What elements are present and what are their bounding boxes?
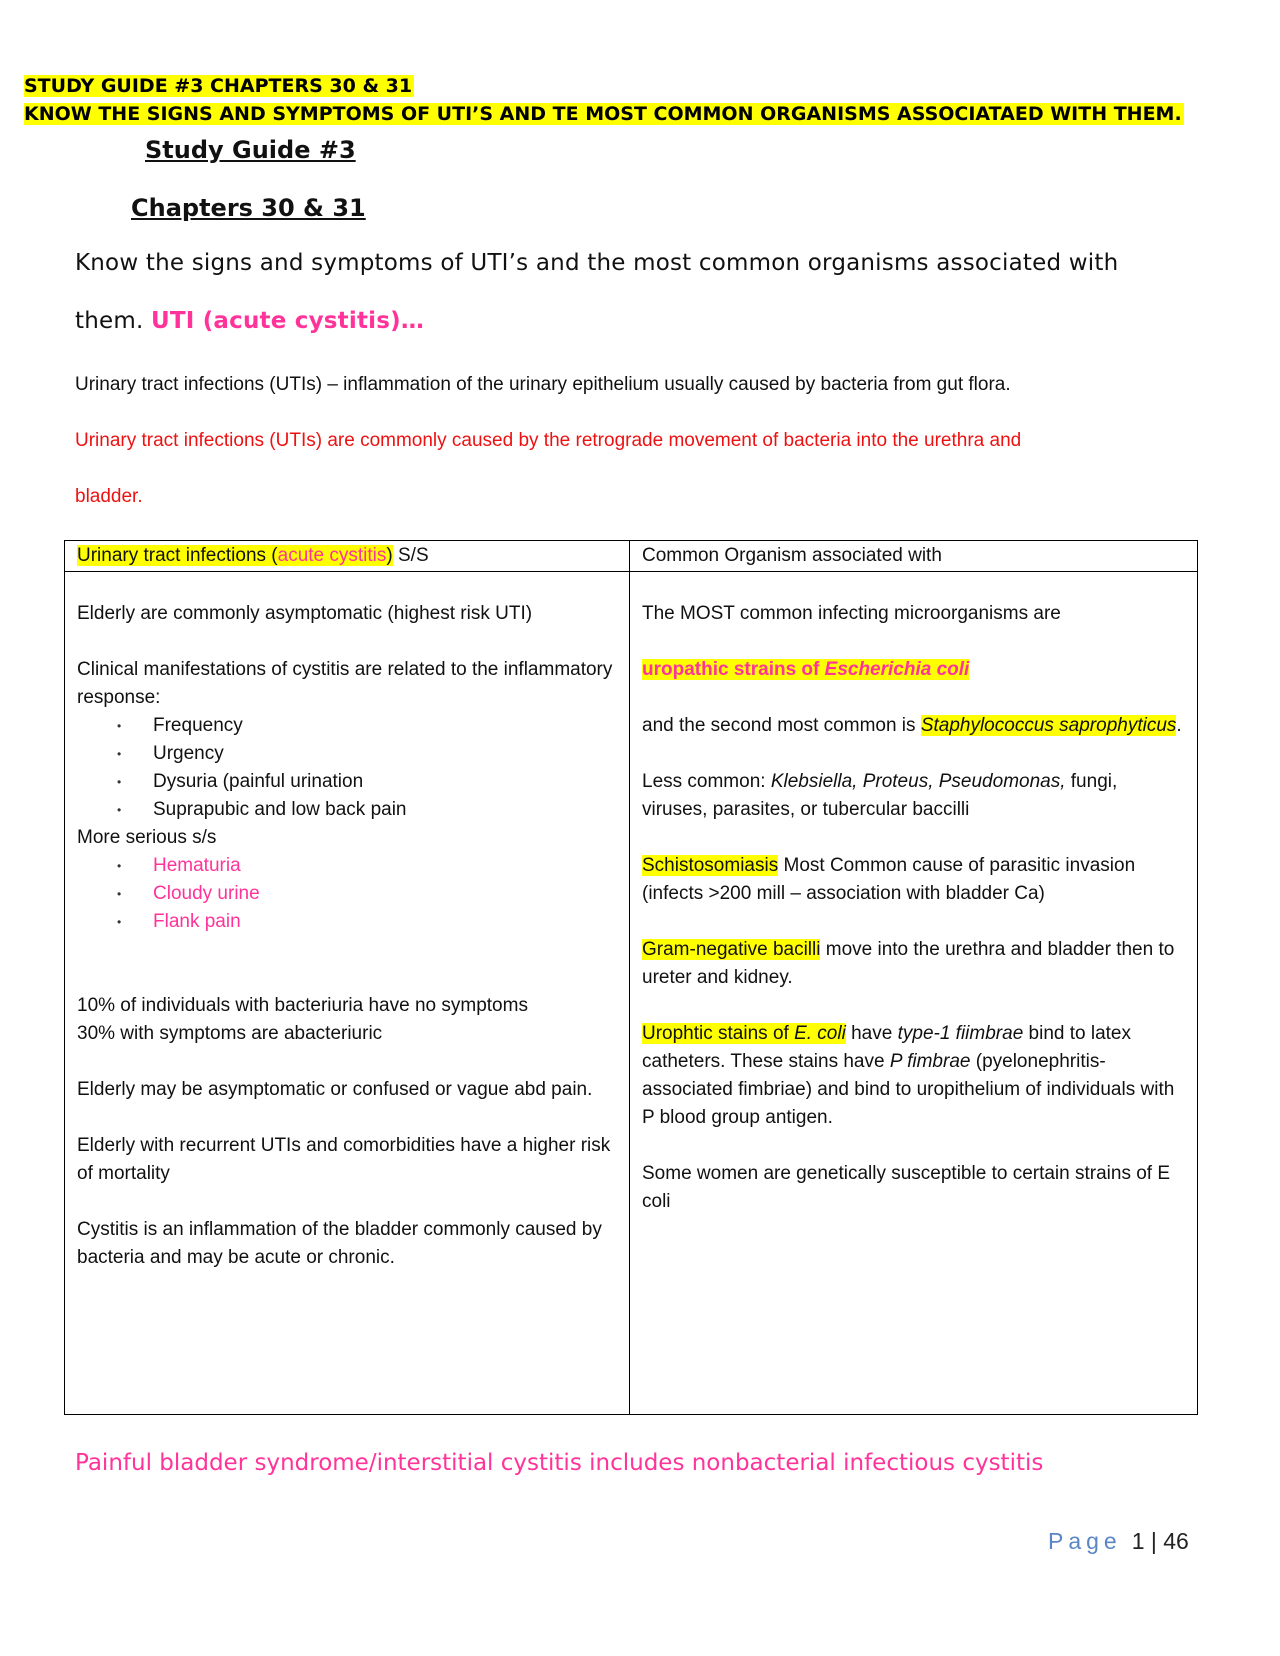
list-item: • Dysuria (painful urination [117,768,617,796]
header-signs-symptoms: Urinary tract infections (acute cystitis) S/S [65,541,630,572]
list-item: 10% of individuals with bacteriuria have no symptoms [77,995,528,1016]
page-title: Study Guide #3 [145,136,356,164]
list-item: • Flank pain [117,908,617,936]
list-item: Urophtic stains of E. coli have type-1 fiimbrae bind to latex catheters. These stains have P fimbrae (pyelonephritis- associated fimbriae) and bind to uropithelium of individuals with P blood group antigen. [642,1023,1175,1128]
list-item: More serious s/s [77,827,217,848]
list-item: Elderly may be asymptomatic or confused or vague abd pain. [77,1079,593,1100]
lead-line-2: them. UTI (acute cystitis)… [75,308,425,334]
list-item: • Cloudy urine [117,880,617,908]
page-subtitle: Chapters 30 & 31 [131,194,366,222]
list-item: Less common: Klebsiella, Proteus, Pseudomonas, fungi, viruses, parasites, or tubercular baccilli [642,771,1118,820]
paragraph-cause-2: bladder. [75,486,143,507]
list-item: • Suprapubic and low back pain [117,796,617,824]
table-header-row [65,541,1198,572]
header-common-organism: Common Organism associated with [630,541,1198,572]
list-item: • Frequency [117,712,617,740]
table-row [65,572,1198,1415]
banner-line-1: STUDY GUIDE #3 CHAPTERS 30 & 31 [24,75,413,97]
paragraph-definition: Urinary tract infections (UTIs) – inflammation of the urinary epithelium usually caused by bacteria from gut flora. [75,374,1011,395]
banner-line-2: KNOW THE SIGNS AND SYMPTOMS OF UTI’S AND TE MOST COMMON ORGANISMS ASSOCIATAED WITH THEM. [24,103,1182,125]
cell-signs-symptoms [65,572,630,1415]
list-item: uropathic strains of Escherichia coli [642,659,970,680]
list-item: 30% with symptoms are abacteriuric [77,1023,383,1044]
lead-line-1: Know the signs and symptoms of UTI’s and the most common organisms associated with [75,250,1119,276]
page-number: Page 1 | 46 [1048,1528,1189,1554]
list-item: Gram-negative bacilli move into the urethra and bladder then to ureter and kidney. [642,939,1175,988]
uti-table [64,540,1198,1415]
list-item: Cystitis is an inflammation of the bladder commonly caused by bacteria and may be acute or chronic. [77,1219,602,1268]
list-item: • Hematuria [117,852,617,880]
list-item: The MOST common infecting microorganisms are [642,603,1061,624]
uti-heading: UTI (acute cystitis)… [150,308,425,334]
symptom-list [77,712,617,824]
painful-bladder-note: Painful bladder syndrome/interstitial cystitis includes nonbacterial infectious cystitis [75,1450,1044,1476]
paragraph-cause-1: Urinary tract infections (UTIs) are commonly caused by the retrograde movement of bacteria into the urethra and [75,430,1022,451]
list-item: Elderly are commonly asymptomatic (highest risk UTI) [77,603,533,624]
list-item: • Urgency [117,740,617,768]
list-item: Elderly with recurrent UTIs and comorbidities have a higher risk of mortality [77,1135,611,1184]
list-item: Schistosomiasis Most Common cause of parasitic invasion (infects >200 mill – association with bladder Ca) [642,855,1136,904]
list-item: and the second most common is Staphylococcus saprophyticus. [642,715,1182,736]
list-item: Clinical manifestations of cystitis are related to the inflammatory response: [77,659,613,708]
list-item: Some women are genetically susceptible to certain strains of E coli [642,1163,1171,1212]
serious-symptom-list [77,852,617,936]
cell-common-organism [630,572,1198,1415]
